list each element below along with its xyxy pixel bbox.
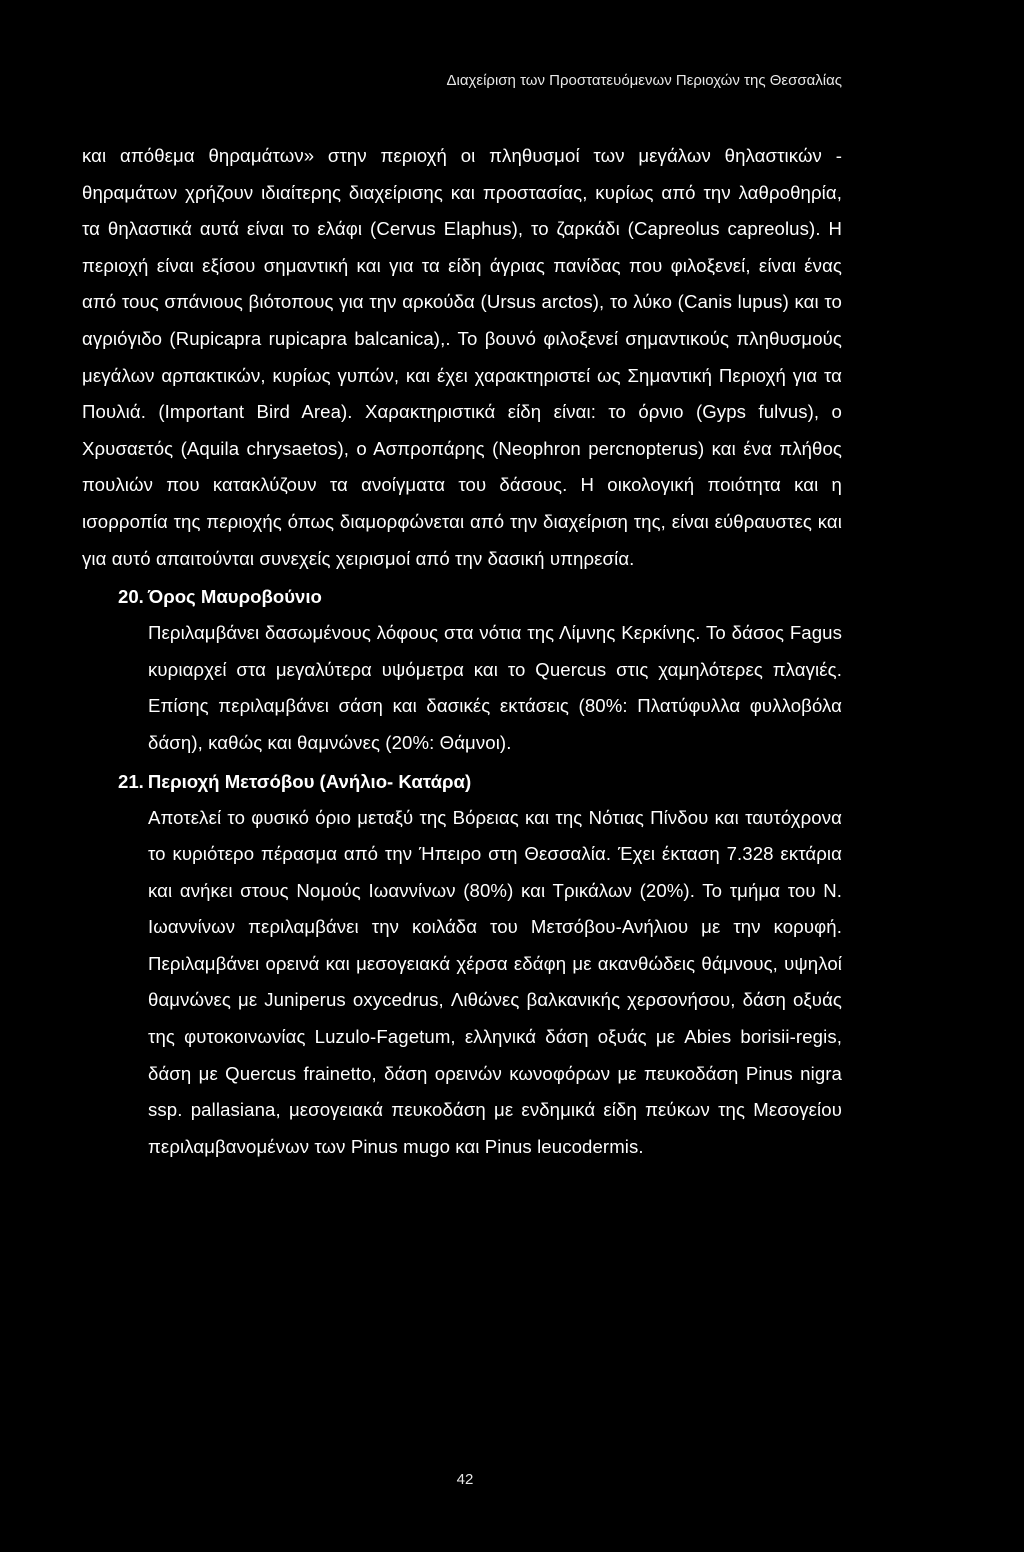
section-text-21: Αποτελεί το φυσικό όριο μεταξύ της Βόρειας και της Νότιας Πίνδου και ταυτόχρονα το κυριότερο πέρασμα από την Ήπειρο στη Θεσσαλία. Έχει έκταση 7.328 εκτάρια και ανήκει στους Νομούς Ιωαννίνων (80%) και Τρικάλων (20%). Το τμήμα του Ν. Ιωαννίνων περιλαμβάνει την κοιλάδα του Μετσόβου-Ανήλιου με την κορυφή. Περιλαμβάνει ορεινά και μεσογειακά χέρσα εδάφη με ακανθώδεις θάμνους, υψηλοί θαμνώνες με Juniperus oxycedrus, Λιθώνες βαλκανικής χερσονήσου, δάση οξυάς της φυτοκοινωνίας Luzulo-Fagetum, ελληνικά δάση οξυάς με Abies borisii-regis, δάση με Quercus frainetto, δάση ορεινών κωνοφόρων με πευκοδάση Pinus nigra ssp. pallasiana, μεσογειακά πευκοδάση με ενδημικά είδη πεύκων της Μεσογείου περιλαμβανομένων των Pinus mugo και Pinus leucodermis. [148, 806, 842, 1157]
page-number: 42 [456, 1471, 474, 1488]
running-header: Διαχείριση των Προστατευόμενων Περιοχών της Θεσσαλίας [446, 72, 842, 89]
section-number: 20. [118, 586, 144, 608]
section-number: 21. [118, 770, 144, 792]
paragraph-intro: και απόθεμα θηραμάτων» στην περιοχή οι πληθυσμοί των μεγάλων θηλαστικών - θηραμάτων χρήζουν ιδιαίτερης διαχείρισης και προστασίας, κυρίως από την λαθροθηρία, τα θηλαστικά αυτά είναι το ελάφι (Cervus Elaphus), το ζαρκάδι (Capreolus capreolus). Η περιοχή είναι εξίσου σημαντική και για τα είδη άγριας πανίδας που φιλοξενεί, είναι ένας από τους σπάνιους βιότοπους για την αρκούδα (Ursus arctos), το λύκο (Canis lupus) και το αγριόγιδο (Rupicapra rupicapra balcanica),. Το βουνό φιλοξενεί σημαντικούς πληθυσμούς μεγάλων αρπακτικών, κυρίως γυπών, και έχει χαρακτηριστεί ως Σημαντική Περιοχή για τα Πουλιά. (Important Bird Area). Χαρακτηριστικά είδη είναι: το όρνιο (Gyps fulvus), ο Χρυσαετός (Aquila chrysaetos), ο Ασπροπάρης (Neophron percnopterus) και ένα πλήθος πουλιών που κατακλύζουν τα ανοίγματα του δάσους. Η οικολογική ποιότητα και η ισορροπία της περιοχής όπως διαμορφώνεται από την διαχείριση της, είναι εύθραυστες και για αυτό απαιτούνται συνεχείς χειρισμοί από την δασική υπηρεσία. [82, 145, 842, 569]
section-text-20: Περιλαμβάνει δασωμένους λόφους στα νότια της Λίμνης Κερκίνης. Το δάσος Fagus κυριαρχεί στα μεγαλύτερα υψόμετρα και το Quercus στις χαμηλότερες πλαγιές. Επίσης περιλαμβάνει σάση και δασικές εκτάσεις (80%: Πλατύφυλλα φυλλοβόλα δάση), καθώς και θαμνώνες (20%: Θάμνοι). [148, 622, 842, 753]
section-title: Περιοχή Μετσόβου (Ανήλιο- Κατάρα) [147, 770, 472, 792]
page-body [82, 138, 842, 1165]
section-heading-21 [82, 764, 842, 800]
section-heading-20 [82, 579, 842, 615]
section-title: Όρος Μαυροβούνιο [147, 586, 322, 608]
